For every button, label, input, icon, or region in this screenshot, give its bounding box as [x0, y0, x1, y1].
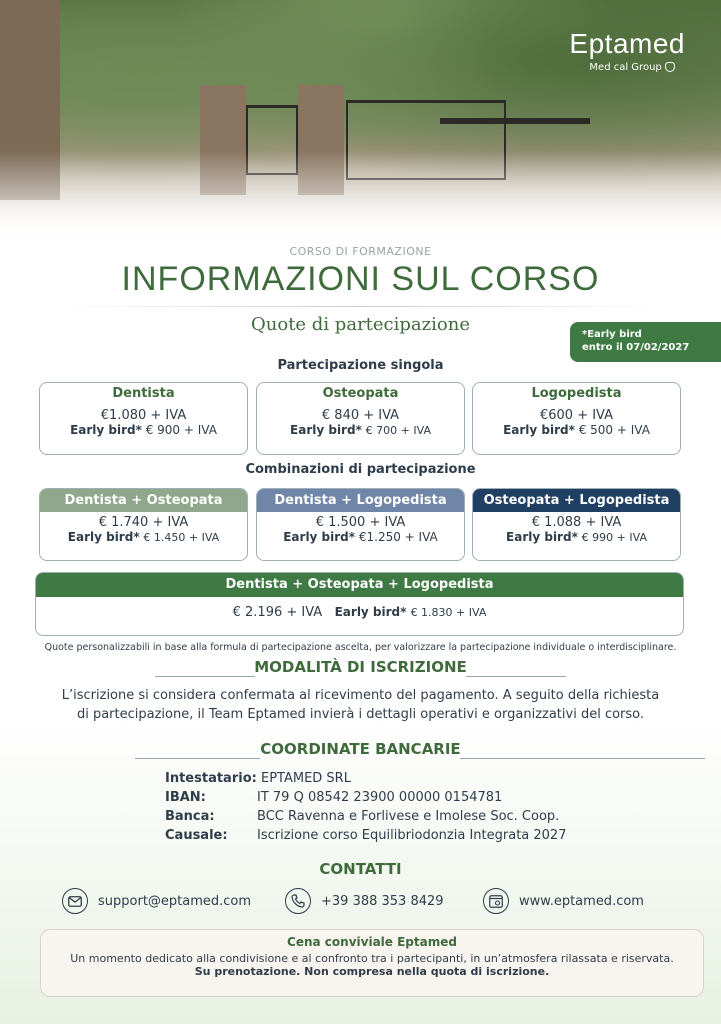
card-title: Osteopata — [322, 386, 399, 401]
mail-icon — [62, 888, 88, 914]
combos-label: Combinazioni di partecipazione — [245, 462, 476, 477]
pricing-note: Quote personalizzabili in base alla formula di partecipazione ascelta, per valorizzare la partecipazione individuale o interdisciplinare. — [44, 642, 677, 653]
price-card-logopedista — [472, 382, 681, 455]
dinner-title: Cena conviviale Eptamed — [287, 935, 457, 949]
bank-details — [165, 769, 566, 845]
price-card-osteopata — [256, 382, 465, 455]
eptamed-logo — [569, 28, 685, 73]
contacts-title: CONTATTI — [319, 860, 402, 878]
iban-label: IBAN: — [165, 790, 206, 805]
modalita-heading — [0, 658, 721, 682]
early-bird-tag — [570, 322, 721, 362]
contact-web[interactable] — [483, 886, 644, 916]
card-title: Osteopata + Logopedista — [473, 489, 680, 512]
web-icon — [483, 888, 509, 914]
card-price: € 1.500 + IVA — [315, 515, 406, 530]
single-label: Partecipazione singola — [277, 358, 444, 373]
card-price: € 840 + IVA — [321, 408, 400, 423]
bank-title: COORDINATE BANCARIE — [260, 740, 461, 758]
modalita-line1: L’iscrizione si considera confermata al ricevimento del pagamento. A seguito della richiesta — [61, 688, 660, 703]
brand-name: Eptamed — [569, 28, 685, 59]
page-title: INFORMAZIONI SUL CORSO — [121, 260, 600, 298]
brand-tagline: Med cal Group — [589, 62, 685, 73]
price-card-dentista-osteopata — [39, 488, 248, 561]
card-price: € 1.088 + IVA — [531, 515, 622, 530]
card-title: Logopedista — [531, 386, 622, 401]
modalita-text — [60, 686, 661, 724]
card-price-row — [36, 605, 683, 620]
bank-value: BCC Ravenna e Forlivese e Imolese Soc. Coop. — [257, 809, 560, 824]
modalita-line2: di partecipazione, il Team Eptamed invierà i dettagli operativi e organizzativi del corso. — [76, 707, 645, 722]
reason-value: Iscrizione corso Equilibriodonzia Integrata 2027 — [257, 828, 567, 843]
contacts-row — [0, 886, 721, 916]
contacts-heading — [0, 860, 721, 884]
dinner-box — [40, 929, 704, 997]
price-card-dentista — [39, 382, 248, 455]
holder-label: Intestatario: — [165, 771, 257, 786]
contact-email[interactable] — [62, 886, 251, 916]
card-early-bird-price: € 1.830 + IVA — [410, 606, 487, 619]
card-title: Dentista + Osteopata + Logopedista — [36, 573, 683, 597]
price-card-dentista-logopedista — [256, 488, 465, 561]
reason-label: Causale: — [165, 828, 228, 843]
card-early-bird-label: Early bird* — [334, 605, 407, 619]
dinner-text: Un momento dedicato alla condivisione e al confronto tra i partecipanti, in un’atmosfera rilassata e riservata. — [70, 952, 674, 965]
hero-photo — [0, 0, 721, 240]
dinner-note: Su prenotazione. Non compresa nella quota di iscrizione. — [194, 965, 550, 978]
card-early-bird: Early bird* € 700 + IVA — [290, 423, 431, 437]
card-early-bird: Early bird* € 900 + IVA — [70, 423, 217, 437]
card-title: Dentista — [112, 386, 175, 401]
email-link[interactable]: support@eptamed.com — [98, 893, 252, 909]
card-early-bird: Early bird* € 990 + IVA — [506, 530, 647, 544]
card-early-bird: Early bird* € 1.450 + IVA — [67, 530, 220, 544]
price-card-full-combo — [35, 572, 684, 636]
early-bird-tag-line1: *Early bird — [582, 329, 642, 340]
card-price: €600 + IVA — [539, 408, 614, 423]
holder-value: EPTAMED SRL — [260, 771, 351, 786]
card-early-bird: Early bird* € 500 + IVA — [503, 423, 650, 437]
card-early-bird: Early bird* €1.250 + IVA — [283, 530, 438, 544]
card-title: Dentista + Osteopata — [40, 489, 247, 512]
card-price: €1.080 + IVA — [100, 408, 187, 423]
phone-icon — [285, 888, 311, 914]
phone-link[interactable]: +39 388 353 8429 — [321, 893, 444, 909]
web-link[interactable]: www.eptamed.com — [519, 893, 644, 909]
eyebrow: CORSO DI FORMAZIONE — [289, 245, 432, 258]
bank-label: Banca: — [165, 809, 215, 824]
bank-heading — [0, 740, 721, 764]
card-price: € 1.740 + IVA — [98, 515, 189, 530]
contact-phone[interactable] — [285, 886, 444, 916]
tooth-icon — [665, 62, 675, 72]
early-bird-tag-line2: entro il 07/02/2027 — [582, 342, 690, 353]
card-price: € 2.196 + IVA — [232, 605, 323, 620]
page-subtitle: Quote di partecipazione — [251, 314, 470, 335]
divider — [60, 306, 660, 307]
modalita-title: MODALITÀ DI ISCRIZIONE — [254, 658, 467, 676]
iban-value: IT 79 Q 08542 23900 00000 0154781 — [257, 790, 503, 805]
price-card-osteopata-logopedista — [472, 488, 681, 561]
card-title: Dentista + Logopedista — [257, 489, 464, 512]
